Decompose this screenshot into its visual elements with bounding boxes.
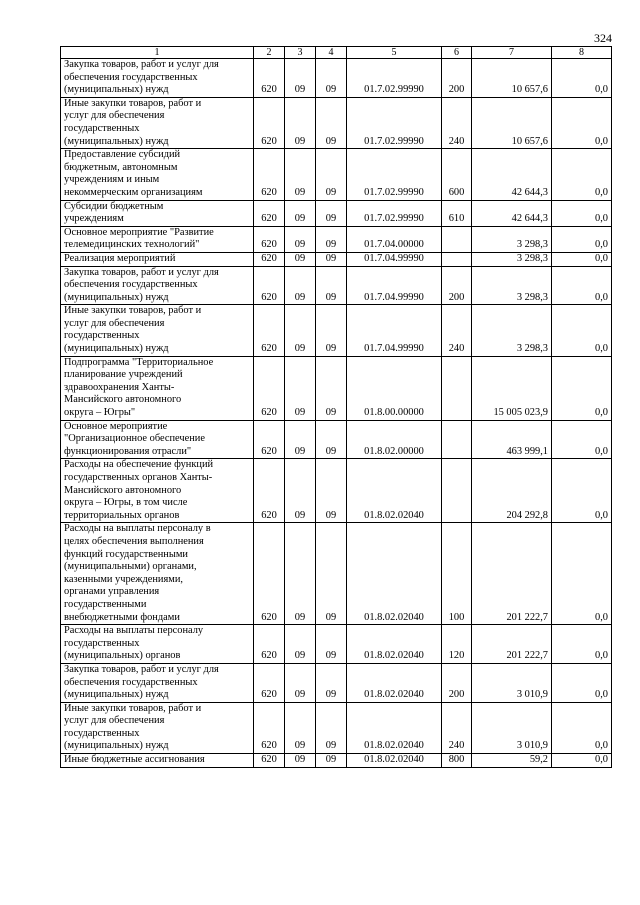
row-name-cell: Иные закупки товаров, работ и услуг для обеспечения государственных (муниципальных) нужд [61,97,254,148]
target-article-cell: 01.7.02.99990 [347,200,442,226]
section-code-cell: 09 [285,200,316,226]
table-row [61,356,612,420]
row-name-cell: Иные закупки товаров, работ и услуг для обеспечения государственных (муниципальных) нужд [61,702,254,753]
table-row [61,754,612,768]
row-name-cell: Основное мероприятие "Развитие телемедицинских технологий" [61,226,254,252]
ministry-code-cell: 620 [254,459,285,523]
table-row [61,252,612,266]
table-row [61,702,612,753]
subsection-code-cell: 09 [316,523,347,625]
amount-2-cell: 0,0 [552,663,612,702]
header-cell: 4 [316,47,347,59]
amount-cell: 201 222,7 [472,625,552,664]
section-code-cell: 09 [285,523,316,625]
section-code-cell: 09 [285,663,316,702]
amount-cell: 10 657,6 [472,97,552,148]
row-name-cell: Закупка товаров, работ и услуг для обеспечения государственных (муниципальных) нужд [61,663,254,702]
subsection-code-cell: 09 [316,420,347,459]
amount-2-cell: 0,0 [552,97,612,148]
target-article-cell: 01.7.04.99990 [347,305,442,356]
section-code-cell: 09 [285,702,316,753]
ministry-code-cell: 620 [254,625,285,664]
header-cell: 1 [61,47,254,59]
expense-type-cell [442,356,472,420]
target-article-cell: 01.8.02.02040 [347,754,442,768]
page-number: 324 [594,31,612,45]
row-name-cell: Закупка товаров, работ и услуг для обеспечения государственных (муниципальных) нужд [61,59,254,98]
table-row [61,305,612,356]
header-row [61,47,612,59]
subsection-code-cell: 09 [316,226,347,252]
header-cell: 5 [347,47,442,59]
subsection-code-cell: 09 [316,356,347,420]
target-article-cell: 01.7.04.99990 [347,266,442,305]
amount-cell: 3 298,3 [472,305,552,356]
subsection-code-cell: 09 [316,252,347,266]
target-article-cell: 01.7.02.99990 [347,97,442,148]
table-row [61,663,612,702]
target-article-cell: 01.7.04.00000 [347,226,442,252]
ministry-code-cell: 620 [254,702,285,753]
table-row [61,97,612,148]
amount-cell: 3 010,9 [472,663,552,702]
row-name-cell: Иные бюджетные ассигнования [61,754,254,768]
target-article-cell: 01.8.02.02040 [347,625,442,664]
row-name-cell: Закупка товаров, работ и услуг для обеспечения государственных (муниципальных) нужд [61,266,254,305]
row-name-cell: Расходы на выплаты персоналу государственных (муниципальных) органов [61,625,254,664]
section-code-cell: 09 [285,356,316,420]
expense-type-cell [442,226,472,252]
target-article-cell: 01.8.02.02040 [347,459,442,523]
expense-type-cell: 200 [442,663,472,702]
subsection-code-cell: 09 [316,266,347,305]
table-row [61,266,612,305]
table-row [61,200,612,226]
row-name-cell: Реализация мероприятий [61,252,254,266]
ministry-code-cell: 620 [254,754,285,768]
table-row [61,420,612,459]
expense-type-cell [442,420,472,459]
amount-2-cell: 0,0 [552,420,612,459]
section-code-cell: 09 [285,97,316,148]
subsection-code-cell: 09 [316,663,347,702]
amount-cell: 3 010,9 [472,702,552,753]
amount-2-cell: 0,0 [552,459,612,523]
table-row [61,149,612,200]
amount-2-cell: 0,0 [552,702,612,753]
amount-2-cell: 0,0 [552,59,612,98]
row-name-cell: Подпрограмма "Территориальное планирование учреждений здравоохранения Ханты- Мансийского автономного округа – Югры" [61,356,254,420]
target-article-cell: 01.8.02.00000 [347,420,442,459]
ministry-code-cell: 620 [254,305,285,356]
subsection-code-cell: 09 [316,59,347,98]
amount-2-cell: 0,0 [552,226,612,252]
amount-cell: 59,2 [472,754,552,768]
amount-cell: 42 644,3 [472,200,552,226]
amount-cell: 15 005 023,9 [472,356,552,420]
subsection-code-cell: 09 [316,459,347,523]
amount-cell: 10 657,6 [472,59,552,98]
row-name-cell: Иные закупки товаров, работ и услуг для обеспечения государственных (муниципальных) нужд [61,305,254,356]
expense-type-cell: 120 [442,625,472,664]
ministry-code-cell: 620 [254,97,285,148]
row-name-cell: Основное мероприятие "Организационное обеспечение функционирования отрасли" [61,420,254,459]
amount-2-cell: 0,0 [552,523,612,625]
expense-type-cell: 800 [442,754,472,768]
header-cell: 8 [552,47,612,59]
expense-type-cell: 600 [442,149,472,200]
amount-2-cell: 0,0 [552,252,612,266]
section-code-cell: 09 [285,459,316,523]
row-name-cell: Расходы на обеспечение функций государственных органов Ханты- Мансийского автономного округа – Югры, в том числе территориальных органов [61,459,254,523]
section-code-cell: 09 [285,754,316,768]
row-name-cell: Субсидии бюджетным учреждениям [61,200,254,226]
amount-cell: 3 298,3 [472,226,552,252]
amount-cell: 42 644,3 [472,149,552,200]
amount-2-cell: 0,0 [552,266,612,305]
subsection-code-cell: 09 [316,754,347,768]
expense-type-cell [442,459,472,523]
amount-cell: 201 222,7 [472,523,552,625]
section-code-cell: 09 [285,226,316,252]
target-article-cell: 01.8.00.00000 [347,356,442,420]
target-article-cell: 01.7.02.99990 [347,149,442,200]
table-row [61,59,612,98]
amount-2-cell: 0,0 [552,305,612,356]
amount-2-cell: 0,0 [552,754,612,768]
target-article-cell: 01.8.02.02040 [347,702,442,753]
expense-type-cell: 610 [442,200,472,226]
subsection-code-cell: 09 [316,200,347,226]
ministry-code-cell: 620 [254,252,285,266]
section-code-cell: 09 [285,252,316,266]
expense-type-cell: 240 [442,702,472,753]
header-cell: 6 [442,47,472,59]
amount-cell: 204 292,8 [472,459,552,523]
row-name-cell: Расходы на выплаты персоналу в целях обеспечения выполнения функций государственными (муниципальными) органами, казенными учреждениями, органами управления государственными внебюджетными фондами [61,523,254,625]
table-row [61,625,612,664]
expense-type-cell [442,252,472,266]
subsection-code-cell: 09 [316,305,347,356]
section-code-cell: 09 [285,625,316,664]
ministry-code-cell: 620 [254,149,285,200]
amount-2-cell: 0,0 [552,625,612,664]
section-code-cell: 09 [285,149,316,200]
expense-type-cell: 240 [442,305,472,356]
table-row [61,523,612,625]
header-cell: 2 [254,47,285,59]
row-name-cell: Предоставление субсидий бюджетным, автономным учреждениям и иным некоммерческим организациям [61,149,254,200]
ministry-code-cell: 620 [254,663,285,702]
target-article-cell: 01.8.02.02040 [347,663,442,702]
subsection-code-cell: 09 [316,702,347,753]
expense-type-cell: 200 [442,59,472,98]
ministry-code-cell: 620 [254,266,285,305]
ministry-code-cell: 620 [254,523,285,625]
budget-table [60,46,612,768]
section-code-cell: 09 [285,266,316,305]
ministry-code-cell: 620 [254,59,285,98]
header-cell: 7 [472,47,552,59]
subsection-code-cell: 09 [316,625,347,664]
section-code-cell: 09 [285,59,316,98]
expense-type-cell: 200 [442,266,472,305]
target-article-cell: 01.7.02.99990 [347,59,442,98]
ministry-code-cell: 620 [254,200,285,226]
expense-type-cell: 240 [442,97,472,148]
table-row [61,459,612,523]
amount-cell: 463 999,1 [472,420,552,459]
subsection-code-cell: 09 [316,149,347,200]
amount-cell: 3 298,3 [472,252,552,266]
header-cell: 3 [285,47,316,59]
ministry-code-cell: 620 [254,420,285,459]
target-article-cell: 01.8.02.02040 [347,523,442,625]
amount-2-cell: 0,0 [552,356,612,420]
amount-cell: 3 298,3 [472,266,552,305]
amount-2-cell: 0,0 [552,149,612,200]
section-code-cell: 09 [285,420,316,459]
section-code-cell: 09 [285,305,316,356]
amount-2-cell: 0,0 [552,200,612,226]
subsection-code-cell: 09 [316,97,347,148]
expense-type-cell: 100 [442,523,472,625]
table-row [61,226,612,252]
ministry-code-cell: 620 [254,226,285,252]
ministry-code-cell: 620 [254,356,285,420]
target-article-cell: 01.7.04.99990 [347,252,442,266]
